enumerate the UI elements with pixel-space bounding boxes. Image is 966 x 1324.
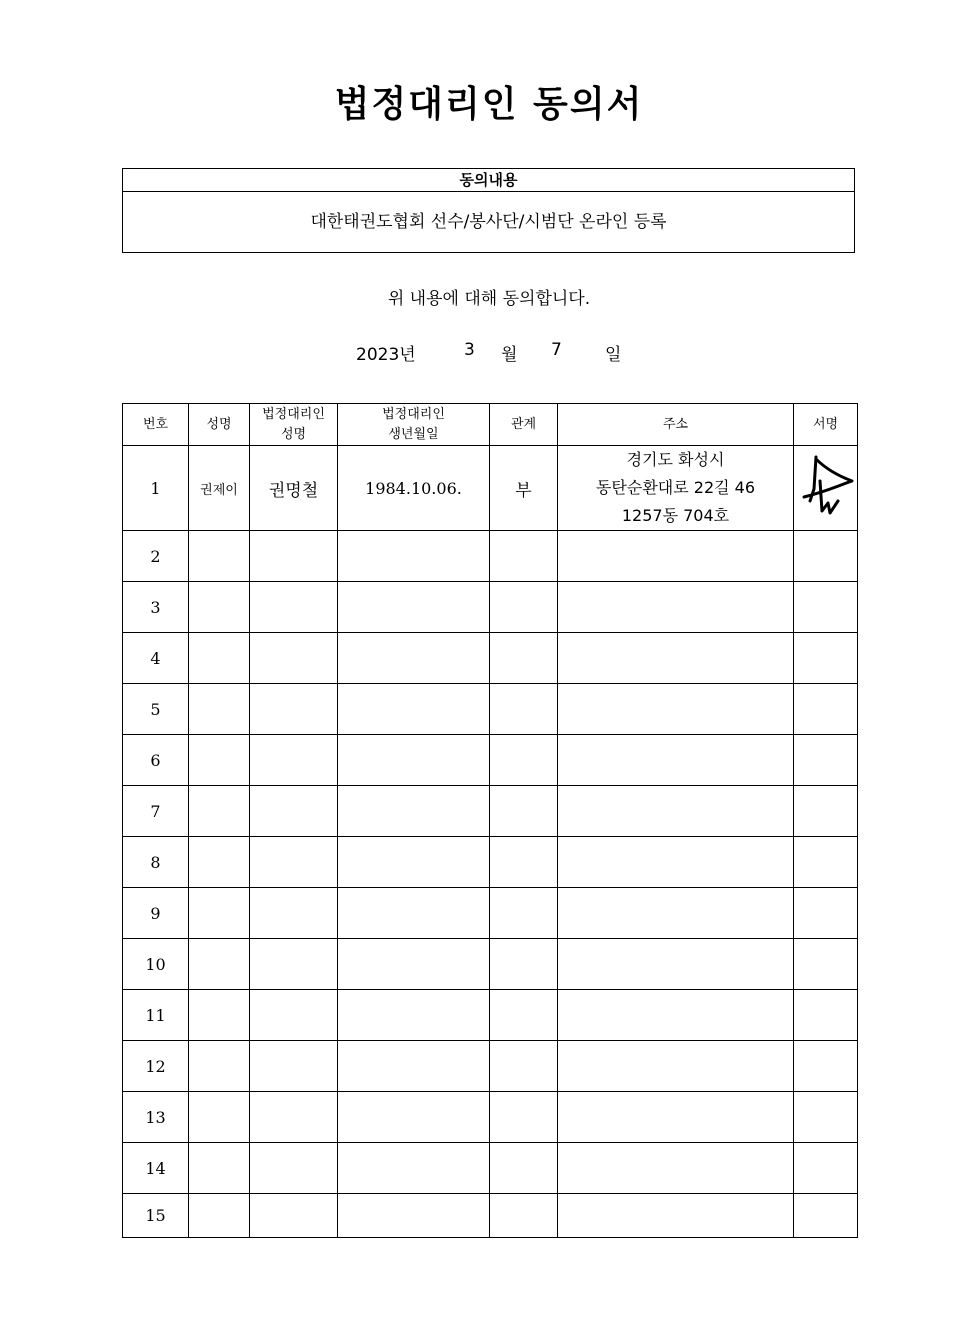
empty-cell: [189, 1092, 250, 1143]
empty-cell: [794, 582, 858, 633]
empty-cell: [250, 888, 338, 939]
header-signature: 서명: [794, 404, 858, 446]
row-number: 1: [123, 446, 189, 531]
student-name: 권제이: [189, 446, 250, 531]
row-number: 7: [123, 786, 189, 837]
header-address: 주소: [558, 404, 794, 446]
header-relation: 관계: [490, 404, 558, 446]
guardian-birthdate: 1984.10.06.: [338, 446, 490, 531]
table-header-row: [123, 404, 858, 446]
empty-cell: [490, 1194, 558, 1238]
empty-cell: [490, 837, 558, 888]
empty-cell: [250, 1092, 338, 1143]
empty-cell: [794, 1194, 858, 1238]
empty-cell: [250, 939, 338, 990]
empty-cell: [189, 1143, 250, 1194]
address-line1: 경기도 화성시: [626, 450, 725, 469]
empty-cell: [250, 531, 338, 582]
header-guardian-name-line2: 성명: [280, 426, 307, 442]
header-guardian-birth-line1: 법정대리인: [382, 406, 445, 422]
table-row: [123, 786, 858, 837]
empty-cell: [490, 582, 558, 633]
empty-cell: [794, 1092, 858, 1143]
empty-cell: [490, 939, 558, 990]
table-row: [123, 1041, 858, 1092]
empty-cell: [338, 990, 490, 1041]
empty-cell: [250, 582, 338, 633]
empty-cell: [794, 888, 858, 939]
empty-cell: [250, 1143, 338, 1194]
empty-cell: [189, 939, 250, 990]
empty-cell: [558, 531, 794, 582]
empty-cell: [338, 1092, 490, 1143]
empty-cell: [794, 735, 858, 786]
empty-cell: [490, 633, 558, 684]
table-row: [123, 582, 858, 633]
row-number: 3: [123, 582, 189, 633]
table-row: [123, 1194, 858, 1238]
empty-cell: [490, 888, 558, 939]
empty-cell: [558, 582, 794, 633]
row-number: 2: [123, 531, 189, 582]
empty-cell: [338, 735, 490, 786]
empty-cell: [338, 837, 490, 888]
agree-statement: 위 내용에 대해 동의합니다.: [387, 289, 591, 309]
row-number: 10: [123, 939, 189, 990]
address-line3: 1257동 704호: [621, 506, 730, 525]
date-day: 7: [551, 340, 562, 360]
relation: 부: [490, 446, 558, 531]
empty-cell: [338, 1041, 490, 1092]
consent-box: [122, 168, 855, 253]
empty-cell: [338, 531, 490, 582]
empty-cell: [250, 1041, 338, 1092]
row-number: 8: [123, 837, 189, 888]
table-row: [123, 531, 858, 582]
guardian-name: 권명철: [250, 446, 338, 531]
empty-cell: [558, 786, 794, 837]
empty-cell: [558, 735, 794, 786]
row-number: 9: [123, 888, 189, 939]
empty-cell: [490, 531, 558, 582]
table-row: [123, 633, 858, 684]
table-row: [123, 939, 858, 990]
empty-cell: [490, 1092, 558, 1143]
empty-cell: [189, 1194, 250, 1238]
empty-cell: [558, 1143, 794, 1194]
empty-cell: [490, 990, 558, 1041]
row-number: 13: [123, 1092, 189, 1143]
empty-cell: [558, 990, 794, 1041]
empty-cell: [558, 939, 794, 990]
empty-cell: [794, 786, 858, 837]
empty-cell: [558, 684, 794, 735]
header-guardian-birth: [338, 404, 490, 446]
empty-cell: [794, 684, 858, 735]
empty-cell: [189, 633, 250, 684]
empty-cell: [250, 1194, 338, 1238]
row-number: 14: [123, 1143, 189, 1194]
table-row: [123, 990, 858, 1041]
date-day-label: 일: [605, 345, 622, 365]
row-number: 11: [123, 990, 189, 1041]
empty-cell: [558, 837, 794, 888]
empty-cell: [794, 633, 858, 684]
empty-cell: [250, 633, 338, 684]
empty-cell: [338, 786, 490, 837]
table-row: [123, 735, 858, 786]
empty-cell: [338, 684, 490, 735]
handwritten-signature: [796, 451, 856, 521]
empty-cell: [250, 786, 338, 837]
table-row: [123, 446, 858, 531]
empty-cell: [189, 735, 250, 786]
header-guardian-name-line1: 법정대리인: [262, 406, 325, 422]
empty-cell: [558, 888, 794, 939]
empty-cell: [558, 1092, 794, 1143]
empty-cell: [558, 1041, 794, 1092]
empty-cell: [558, 1194, 794, 1238]
empty-cell: [558, 633, 794, 684]
date-month: 3: [464, 340, 475, 360]
empty-cell: [189, 582, 250, 633]
empty-cell: [490, 684, 558, 735]
empty-cell: [189, 837, 250, 888]
empty-cell: [250, 990, 338, 1041]
header-guardian-birth-line2: 생년월일: [388, 426, 439, 442]
empty-cell: [189, 888, 250, 939]
empty-cell: [490, 735, 558, 786]
empty-cell: [490, 1143, 558, 1194]
empty-cell: [189, 786, 250, 837]
consent-header: 동의내용: [123, 169, 854, 192]
table-row: [123, 1143, 858, 1194]
empty-cell: [338, 939, 490, 990]
table-row: [123, 684, 858, 735]
empty-cell: [490, 1041, 558, 1092]
empty-cell: [338, 1143, 490, 1194]
empty-cell: [794, 1041, 858, 1092]
page-title: 법정대리인 동의서: [334, 84, 644, 125]
empty-cell: [338, 888, 490, 939]
empty-rows: [123, 531, 858, 1238]
date-month-label: 월: [501, 345, 518, 365]
table-row: [123, 837, 858, 888]
empty-cell: [490, 786, 558, 837]
empty-cell: [794, 939, 858, 990]
empty-cell: [189, 684, 250, 735]
empty-cell: [250, 684, 338, 735]
empty-cell: [189, 531, 250, 582]
empty-cell: [794, 837, 858, 888]
address-line2: 동탄순환대로 22길 46: [595, 478, 756, 497]
table-row: [123, 888, 858, 939]
row-number: 6: [123, 735, 189, 786]
empty-cell: [338, 633, 490, 684]
row-number: 5: [123, 684, 189, 735]
empty-cell: [794, 1143, 858, 1194]
empty-cell: [338, 582, 490, 633]
empty-cell: [794, 990, 858, 1041]
header-name: 성명: [189, 404, 250, 446]
table-row: [123, 1092, 858, 1143]
empty-cell: [189, 990, 250, 1041]
empty-cell: [250, 837, 338, 888]
header-no: 번호: [123, 404, 189, 446]
signature-cell: [794, 446, 858, 531]
empty-cell: [338, 1194, 490, 1238]
consent-content: 대한태권도협회 선수/봉사단/시범단 온라인 등록: [310, 212, 667, 232]
empty-cell: [794, 531, 858, 582]
row-number: 15: [123, 1194, 189, 1238]
row-number: 12: [123, 1041, 189, 1092]
row-number: 4: [123, 633, 189, 684]
header-guardian-name: [250, 404, 338, 446]
address: [558, 446, 794, 531]
date-year: 2023년: [356, 345, 416, 365]
empty-cell: [250, 735, 338, 786]
registration-table: [122, 403, 858, 1238]
empty-cell: [189, 1041, 250, 1092]
